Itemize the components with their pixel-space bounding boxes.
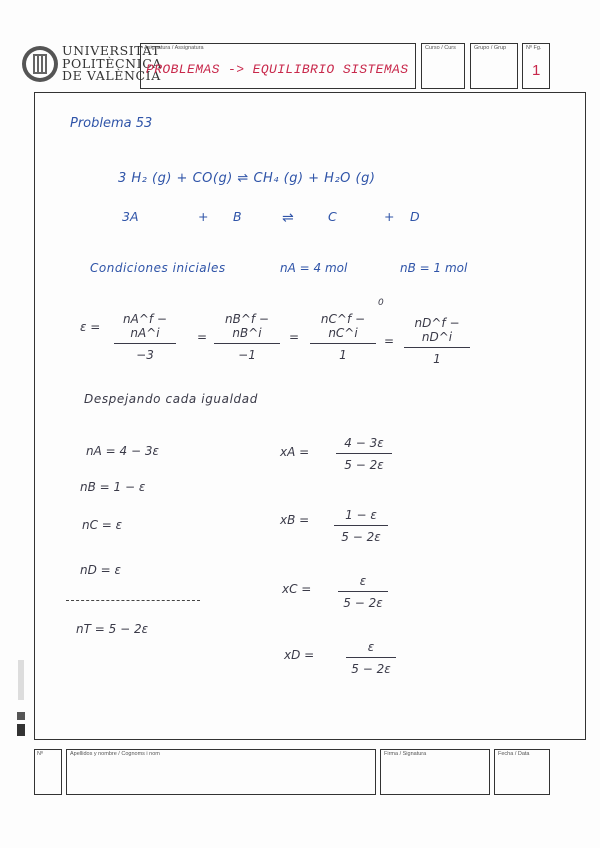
fraction-numerator: nB^f − nB^i <box>214 312 280 344</box>
extent-fraction-d <box>404 316 470 366</box>
fraction-denominator: 5 − 2ε <box>343 596 383 610</box>
content-frame <box>34 92 586 740</box>
equals-sign: = <box>384 334 395 348</box>
university-line: UNIVERSITAT <box>62 43 161 58</box>
molar-fraction-d <box>346 640 396 676</box>
extent-fraction-b <box>214 312 280 362</box>
fraction-numerator: ε <box>338 574 388 592</box>
generic-reaction-d: D <box>410 209 420 224</box>
generic-reaction-plus: + <box>198 209 209 224</box>
fraction-denominator: 5 − 2ε <box>351 662 391 676</box>
molar-fraction-c <box>338 574 388 610</box>
equals-sign: = <box>197 330 208 344</box>
extent-fraction-a <box>114 312 176 362</box>
moles-d: nD = ε <box>80 563 122 577</box>
group-label: Grupo / Grup <box>474 45 507 51</box>
fraction-d-lhs: xD = <box>284 648 315 662</box>
fraction-b-lhs: xB = <box>280 513 310 527</box>
signature-label: Firma / Signatura <box>384 751 427 757</box>
equals-sign: = <box>289 330 300 344</box>
fraction-numerator: nD^f − nD^i <box>404 316 470 348</box>
fraction-numerator: nC^f − nC^i <box>310 312 376 344</box>
generic-reaction-c: C <box>328 209 337 224</box>
name-label: Apellidos y nombre / Cognoms i nom <box>70 751 160 757</box>
moles-total: nT = 5 − 2ε <box>76 622 149 636</box>
fraction-denominator: 1 <box>339 348 347 362</box>
fraction-denominator: 5 − 2ε <box>344 458 384 472</box>
sheet-number-value: 1 <box>532 62 541 79</box>
fraction-denominator: −3 <box>136 348 154 362</box>
sheet-number-label: Nº Fg. <box>526 45 542 51</box>
initial-moles-b: nB = 1 mol <box>400 261 468 275</box>
epsilon-lhs: ε = <box>80 320 101 334</box>
sum-divider <box>66 600 200 601</box>
moles-b: nB = 1 − ε <box>80 480 146 494</box>
university-line: DE VALÈNCIA <box>62 68 161 83</box>
subject-label: Asignatura / Assignatura <box>144 45 204 51</box>
barcode-icon <box>16 660 26 740</box>
fraction-denominator: 1 <box>433 352 441 366</box>
university-logo-icon <box>20 44 60 84</box>
generic-reaction-b: B <box>233 209 242 224</box>
fraction-c-lhs: xC = <box>282 582 312 596</box>
course-label: Curso / Curs <box>425 45 456 51</box>
subject-value: PROBLEMAS -> EQUILIBRIO SISTEMAS <box>146 62 409 77</box>
fraction-numerator: nA^f − nA^i <box>114 312 176 344</box>
fraction-numerator: 4 − 3ε <box>336 436 392 454</box>
clearing-label: Despejando cada igualdad <box>84 392 258 406</box>
fraction-denominator: −1 <box>238 348 256 362</box>
university-line: POLITÈCNICA <box>62 55 162 71</box>
initial-c-zero-note: 0 <box>378 298 384 308</box>
initial-conditions-label: Condiciones iniciales <box>90 261 226 275</box>
number-label: Nº <box>37 751 43 757</box>
fraction-numerator: 1 − ε <box>334 508 388 526</box>
generic-reaction-arrow: ⇌ <box>282 210 294 226</box>
moles-c: nC = ε <box>82 518 123 532</box>
initial-moles-a: nA = 4 mol <box>280 261 348 275</box>
fraction-a-lhs: xA = <box>280 445 310 459</box>
moles-a: nA = 4 − 3ε <box>86 444 159 458</box>
generic-reaction-a: 3A <box>122 209 139 224</box>
fraction-numerator: ε <box>346 640 396 658</box>
problem-title: Problema 53 <box>70 116 153 131</box>
date-label: Fecha / Data <box>498 751 530 757</box>
molar-fraction-b <box>334 508 388 544</box>
extent-fraction-c <box>310 312 376 362</box>
molar-fraction-a <box>336 436 392 472</box>
fraction-denominator: 5 − 2ε <box>341 530 381 544</box>
generic-reaction-plus: + <box>384 209 395 224</box>
reaction-equation: 3 H₂ (g) + CO(g) ⇌ CH₄ (g) + H₂O (g) <box>118 171 376 186</box>
